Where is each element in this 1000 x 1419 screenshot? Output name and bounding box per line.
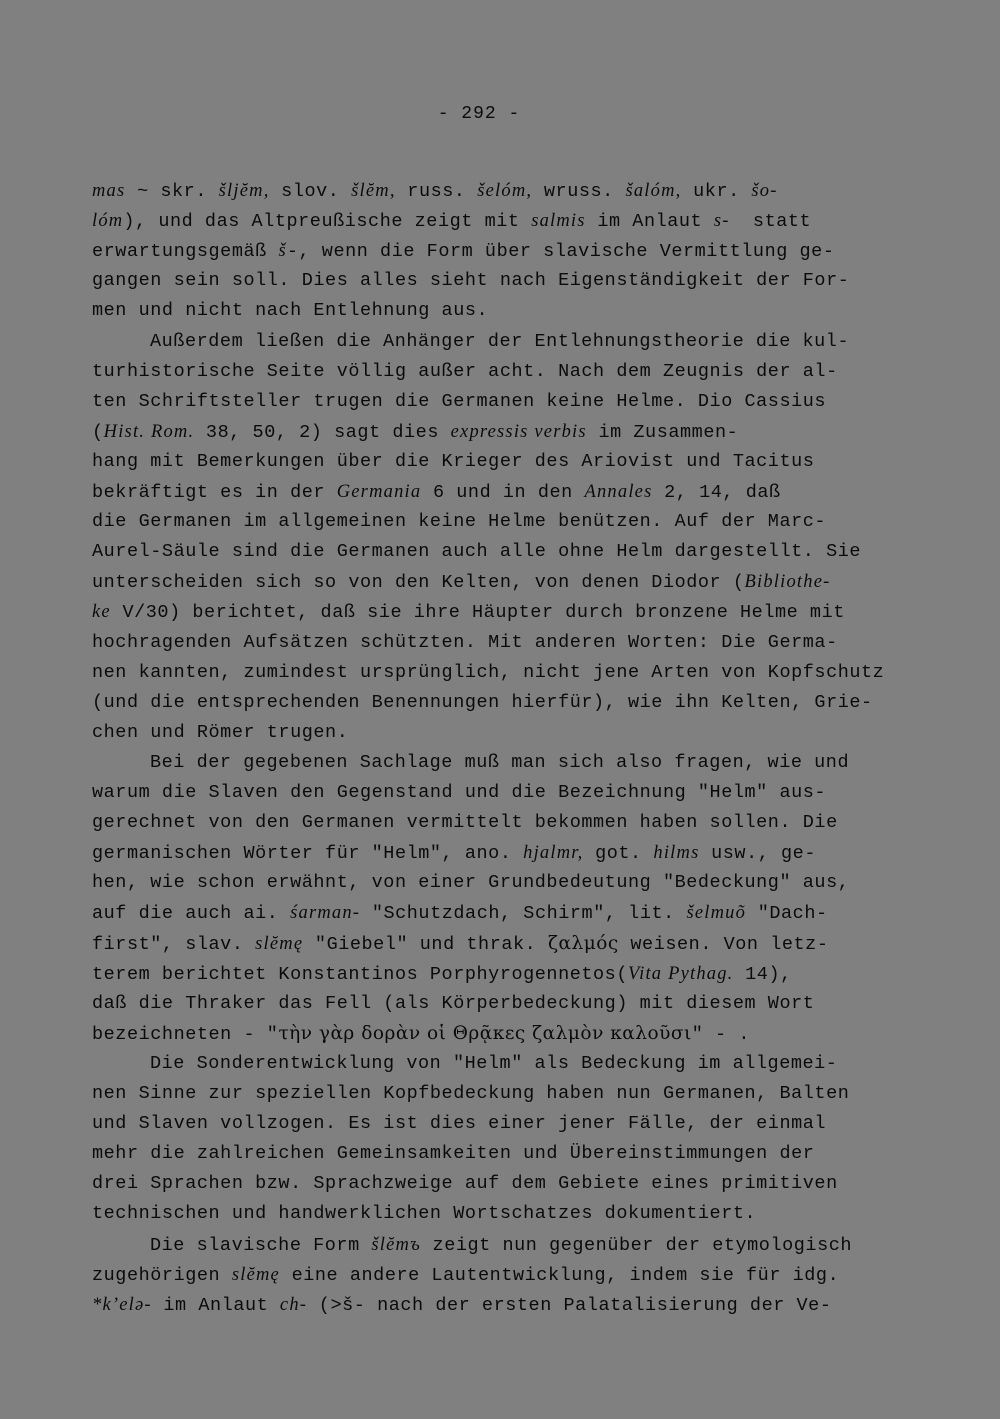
text-segment: warum die Slaven den Gegenstand und die Bezeichnung "Helm" aus- — [92, 782, 827, 803]
text-segment: gerechnet von den Germanen vermittelt bekommen haben sollen. Die — [92, 812, 838, 834]
text-segment: chen und Römer trugen. — [92, 721, 349, 743]
text-segment: (und die entsprechenden Benennungen hierfür), wie ihn Kelten, Grie- — [92, 691, 873, 713]
text-line — [150, 1233, 852, 1258]
italic-text: šlĕm, — [351, 181, 396, 201]
italic-text: š — [278, 241, 287, 262]
text-segment: 6 und in den — [421, 482, 585, 503]
text-segment: "Schutzdach, Schirm", lit. — [360, 903, 687, 925]
italic-text: mas — [92, 181, 126, 201]
text-segment: "Giebel" und thrak. — [303, 933, 548, 955]
text-line — [92, 510, 826, 534]
text-segment: im Anlaut — [585, 211, 714, 233]
italic-text: Vita Pythag. — [627, 963, 734, 984]
text-segment: nen kannten, zumindest ursprünglich, nicht jene Arten von Kopfschutz — [92, 661, 885, 683]
text-line — [92, 450, 814, 474]
text-line — [92, 871, 849, 895]
text-segment: Bei der gegebenen Sachlage muß man sich also fragen, wie und — [150, 751, 850, 773]
italic-text: śarman- — [290, 903, 361, 924]
text-line — [92, 1082, 849, 1106]
text-segment: wruss. — [532, 181, 626, 202]
text-line — [92, 691, 873, 715]
text-segment: und Slaven vollzogen. Es ist dies einer jener Fälle, der einmal — [92, 1113, 827, 1135]
text-line — [92, 631, 838, 655]
text-segment: first", slav. — [92, 933, 256, 955]
text-line — [150, 1052, 837, 1076]
italic-text: šalóm, — [625, 181, 682, 201]
italic-text: šelmuõ — [686, 903, 747, 924]
text-segment: -, wenn die Form über slavische Vermittlung ge- — [286, 241, 835, 263]
text-segment: 38, 50, 2) sagt dies — [194, 421, 451, 443]
text-segment: gangen sein soll. Dies alles sieht nach Eigenständigkeit der For- — [92, 270, 850, 292]
italic-text: šljĕm, — [218, 181, 270, 201]
italic-text: hjalmr, — [523, 843, 584, 864]
text-segment: 2, 14, daß — [652, 482, 781, 503]
text-segment: terem berichtet Konstantinos Porphyrogennetos( — [92, 963, 628, 985]
text-segment: hen, wie schon erwähnt, von einer Grundbedeutung "Bedeckung" aus, — [92, 872, 850, 894]
italic-text: salmis — [531, 211, 586, 232]
text-segment: men und nicht nach Entlehnung aus. — [92, 300, 489, 322]
text-segment: im Zusammen- — [586, 421, 739, 443]
text-segment: ten Schriftsteller trugen die Germanen keine Helme. Dio Cassius — [92, 390, 827, 412]
text-line — [92, 781, 826, 805]
text-segment: zugehörigen — [92, 1264, 232, 1286]
text-line — [92, 992, 814, 1016]
text-line — [150, 330, 849, 354]
text-line — [92, 1022, 750, 1047]
text-segment: drei Sprachen bzw. Sprachzweige auf dem Gebiete eines primitiven — [92, 1173, 838, 1195]
text-segment: "Dach- — [746, 903, 828, 925]
italic-text: *k’elə- — [92, 1294, 152, 1315]
text-line — [92, 1293, 832, 1318]
text-segment: Außerdem ließen die Anhänger der Entlehnungstheorie die kul- — [150, 330, 850, 352]
text-segment: nen Sinne zur speziellen Kopfbedeckung haben nun Germanen, Balten — [92, 1083, 850, 1104]
text-segment: 14), — [733, 963, 792, 985]
text-line — [150, 751, 849, 775]
italic-text: s- — [713, 211, 730, 232]
text-line — [92, 390, 826, 414]
italic-text: Hist. Rom. — [103, 421, 195, 442]
text-segment: ), und das Altpreußische zeigt mit — [123, 211, 532, 233]
italic-text: šo- — [751, 181, 778, 201]
text-segment: eine andere Lautentwicklung, indem sie für idg. — [279, 1264, 840, 1286]
text-line — [92, 901, 828, 926]
text-line — [92, 360, 838, 384]
italic-text: Germania — [336, 482, 422, 502]
text-segment: technischen und handwerklichen Wortschatzes dokumentiert. — [92, 1203, 757, 1225]
greek-text: τὴν γὰρ δορὰν οἱ Θρᾷκες ζαλμὸν καλοῦσι — [278, 1022, 692, 1044]
text-segment: got. — [583, 843, 654, 865]
text-segment: hang mit Bemerkungen über die Krieger des Ariovist und Tacitus — [92, 450, 815, 472]
italic-text: Annales — [584, 482, 653, 502]
text-line — [92, 239, 834, 264]
text-line — [92, 661, 884, 685]
text-segment: Die Sonderentwicklung von "Helm" als Bedeckung im allgemei- — [150, 1052, 838, 1074]
italic-text: šlĕmъ — [371, 1234, 421, 1255]
text-segment: die Germanen im allgemeinen keine Helme benützen. Auf der Marc- — [92, 511, 827, 533]
text-segment: Aurel-Säule sind die Germanen auch alle ohne Helm dargestellt. Sie — [92, 541, 862, 563]
text-segment: im Anlaut — [151, 1294, 280, 1316]
text-segment: erwartungsgemäß — [92, 241, 279, 263]
text-segment: bekräftigt es in der — [92, 482, 337, 503]
text-line — [92, 600, 845, 625]
italic-text: expressis verbis — [450, 421, 587, 442]
text-line — [92, 962, 792, 987]
text-segment: ukr. — [681, 181, 752, 202]
italic-text: Bibliothe- — [744, 572, 831, 593]
text-line — [92, 269, 849, 293]
text-segment: bezeichneten - " — [92, 1023, 279, 1045]
text-line — [92, 932, 828, 957]
text-line — [92, 721, 348, 745]
text-segment: V/30) berichtet, daß sie ihre Häupter durch bronzene Helme mit — [110, 602, 845, 624]
text-segment: usw., ge- — [699, 843, 816, 865]
italic-text: hilms — [653, 843, 700, 864]
text-line — [92, 1142, 814, 1166]
text-segment: (>š- nach der ersten Palatalisierung der Ve- — [307, 1294, 832, 1316]
text-segment: germanischen Wörter für "Helm", ano. — [92, 843, 524, 865]
page-number: - 292 - — [437, 104, 521, 124]
text-line — [92, 480, 781, 505]
greek-text: ζαλμός — [547, 932, 619, 954]
text-segment: zeigt nun gegenüber der etymologisch — [420, 1234, 853, 1256]
text-segment: " - . — [691, 1023, 751, 1045]
text-segment: ~ skr. — [125, 181, 219, 202]
text-line — [92, 1172, 838, 1196]
text-segment: ( — [92, 421, 104, 443]
italic-text: šelóm, — [477, 181, 533, 201]
text-line — [92, 1202, 756, 1226]
text-segment: unterscheiden sich so von den Kelten, von denen Diodor ( — [92, 572, 745, 594]
text-line — [92, 299, 488, 323]
text-segment: turhistorische Seite völlig außer acht. Nach dem Zeugnis der al- — [92, 360, 838, 382]
text-line — [92, 1263, 839, 1288]
italic-text: slĕmę — [255, 933, 304, 954]
text-line — [92, 420, 738, 445]
text-segment: mehr die zahlreichen Gemeinsamkeiten und Übereinstimmungen der — [92, 1143, 815, 1165]
text-line — [92, 570, 831, 595]
text-segment: hochragenden Aufsätzen schützten. Mit anderen Worten: Die Germa- — [92, 631, 838, 653]
text-segment: daß die Thraker das Fell (als Körperbedeckung) mit diesem Wort — [92, 992, 815, 1014]
text-line — [92, 811, 838, 835]
text-line — [92, 841, 816, 866]
text-line — [92, 179, 778, 204]
italic-text: ke — [92, 602, 111, 623]
text-segment: auf die auch ai. — [92, 903, 291, 925]
italic-text: lóm — [92, 211, 124, 232]
text-segment: weisen. Von letz- — [618, 933, 829, 955]
text-segment: statt — [729, 211, 812, 233]
text-segment: slov. — [269, 181, 352, 202]
text-segment: Die slavische Form — [150, 1234, 372, 1256]
text-line — [92, 540, 861, 564]
text-segment: russ. — [395, 181, 478, 202]
text-line — [92, 1112, 826, 1136]
text-line — [92, 209, 811, 234]
italic-text: ch- — [279, 1294, 308, 1315]
italic-text: slĕmę — [231, 1264, 280, 1285]
